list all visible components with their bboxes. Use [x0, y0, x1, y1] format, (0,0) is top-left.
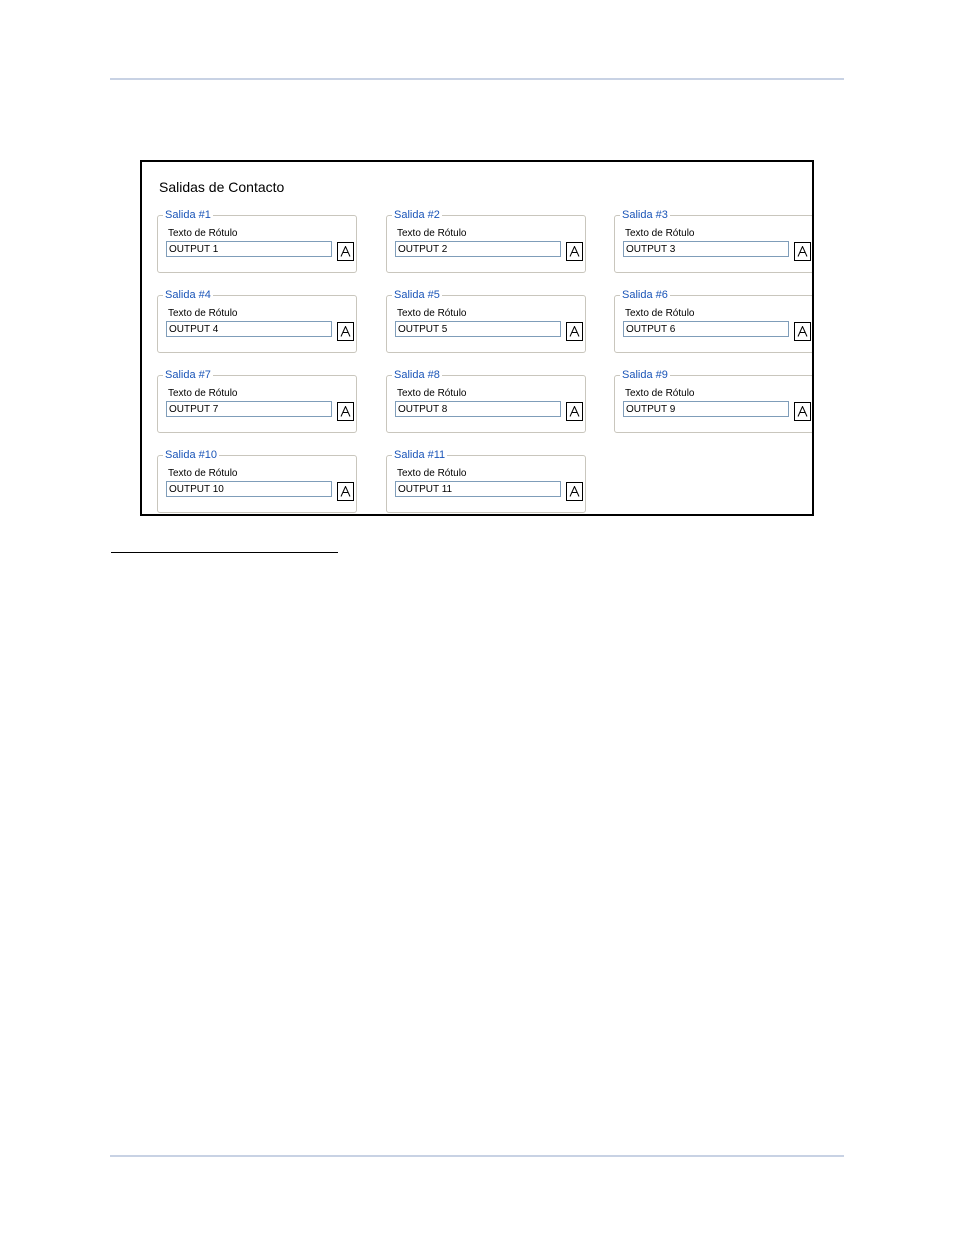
font-button-9[interactable] — [794, 402, 811, 421]
font-a-icon — [340, 326, 351, 337]
font-button-11[interactable] — [566, 482, 583, 501]
label-text-caption: Texto de Rótulo — [625, 228, 695, 239]
label-text-input-11[interactable] — [395, 481, 561, 497]
label-text-input-9[interactable] — [623, 401, 789, 417]
font-a-icon — [797, 406, 808, 417]
output-group-2 — [386, 209, 586, 273]
label-text-input-4[interactable] — [166, 321, 332, 337]
footer-rule — [110, 1155, 844, 1157]
font-button-10[interactable] — [337, 482, 354, 501]
output-legend: Salida #11 — [394, 449, 446, 461]
font-a-icon — [340, 246, 351, 257]
output-group-11 — [386, 449, 586, 513]
output-group-1 — [157, 209, 357, 273]
font-a-icon — [340, 486, 351, 497]
label-text-caption: Texto de Rótulo — [397, 228, 467, 239]
output-legend: Salida #2 — [394, 209, 440, 221]
label-text-input-7[interactable] — [166, 401, 332, 417]
label-text-input-2[interactable] — [395, 241, 561, 257]
output-legend: Salida #7 — [165, 369, 211, 381]
font-a-icon — [569, 406, 580, 417]
output-legend: Salida #1 — [165, 209, 211, 221]
font-button-4[interactable] — [337, 322, 354, 341]
label-text-input-8[interactable] — [395, 401, 561, 417]
label-text-caption: Texto de Rótulo — [168, 308, 238, 319]
output-group-4 — [157, 289, 357, 353]
label-text-caption: Texto de Rótulo — [397, 468, 467, 479]
panel-title: Salidas de Contacto — [159, 179, 285, 195]
font-a-icon — [797, 326, 808, 337]
label-text-caption: Texto de Rótulo — [397, 308, 467, 319]
output-legend: Salida #3 — [622, 209, 668, 221]
font-button-1[interactable] — [337, 242, 354, 261]
label-text-caption: Texto de Rótulo — [168, 388, 238, 399]
font-a-icon — [569, 486, 580, 497]
font-a-icon — [569, 246, 580, 257]
footnote-separator — [111, 552, 338, 553]
font-a-icon — [797, 246, 808, 257]
output-group-10 — [157, 449, 357, 513]
label-text-caption: Texto de Rótulo — [168, 228, 238, 239]
label-text-input-3[interactable] — [623, 241, 789, 257]
label-text-caption: Texto de Rótulo — [625, 308, 695, 319]
output-group-7 — [157, 369, 357, 433]
font-a-icon — [569, 326, 580, 337]
font-button-7[interactable] — [337, 402, 354, 421]
output-group-5 — [386, 289, 586, 353]
label-text-caption: Texto de Rótulo — [397, 388, 467, 399]
output-group-6 — [614, 289, 814, 353]
label-text-input-6[interactable] — [623, 321, 789, 337]
output-group-9 — [614, 369, 814, 433]
header-rule — [110, 78, 844, 80]
output-legend: Salida #9 — [622, 369, 668, 381]
contact-outputs-screen — [140, 160, 814, 516]
label-text-input-5[interactable] — [395, 321, 561, 337]
output-group-8 — [386, 369, 586, 433]
label-text-input-1[interactable] — [166, 241, 332, 257]
font-button-5[interactable] — [566, 322, 583, 341]
font-button-2[interactable] — [566, 242, 583, 261]
font-a-icon — [340, 406, 351, 417]
font-button-6[interactable] — [794, 322, 811, 341]
output-legend: Salida #5 — [394, 289, 440, 301]
label-text-caption: Texto de Rótulo — [168, 468, 238, 479]
label-text-input-10[interactable] — [166, 481, 332, 497]
output-legend: Salida #10 — [165, 449, 217, 461]
output-group-3 — [614, 209, 814, 273]
output-legend: Salida #8 — [394, 369, 440, 381]
output-legend: Salida #6 — [622, 289, 668, 301]
output-legend: Salida #4 — [165, 289, 211, 301]
font-button-3[interactable] — [794, 242, 811, 261]
label-text-caption: Texto de Rótulo — [625, 388, 695, 399]
font-button-8[interactable] — [566, 402, 583, 421]
